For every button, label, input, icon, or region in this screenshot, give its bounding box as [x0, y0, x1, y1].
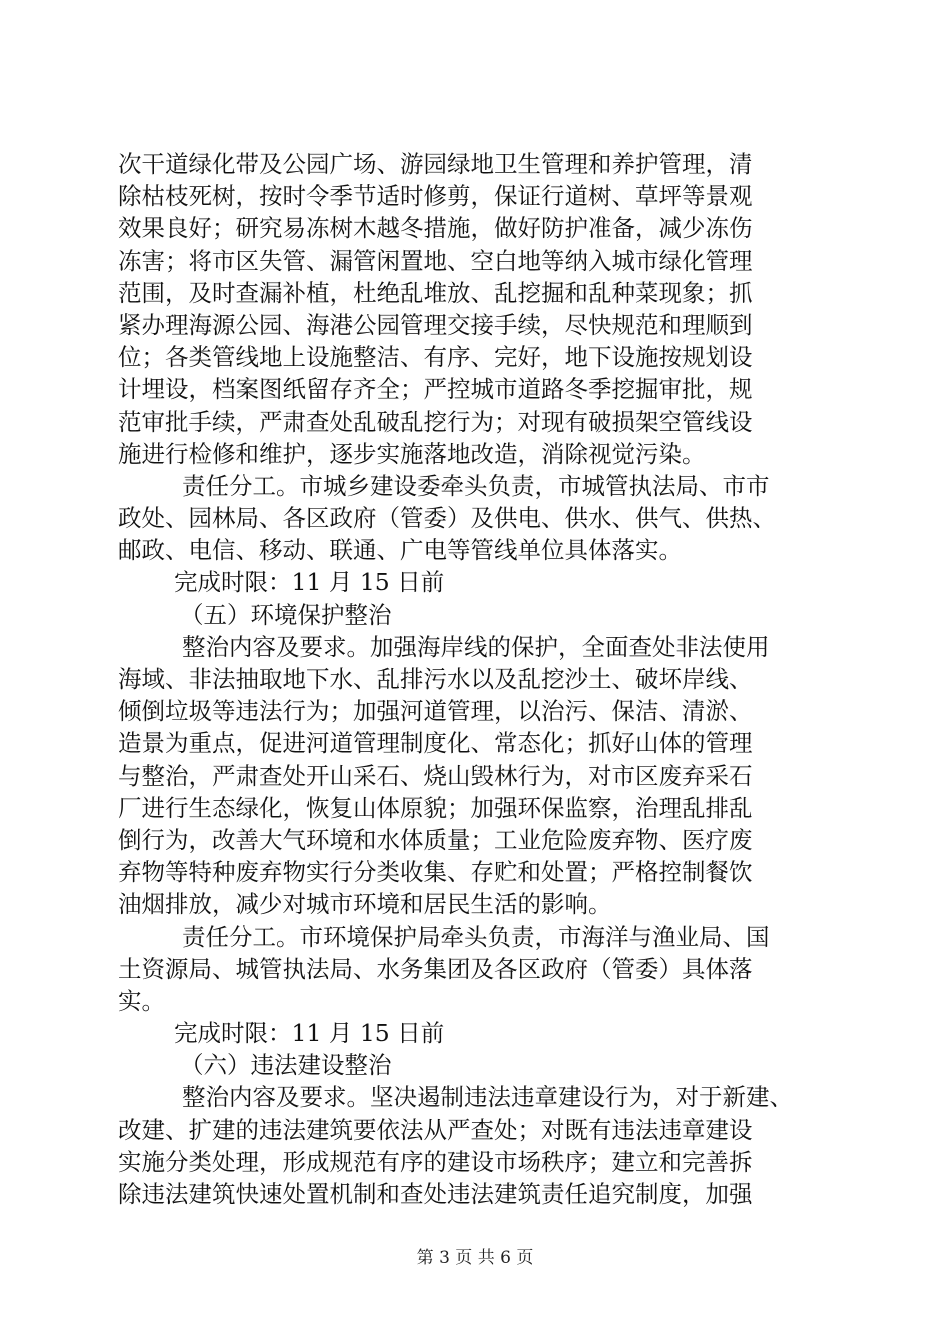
body-line: 海域、非法抽取地下水、乱排污水以及乱挖沙土、破坏岸线、: [118, 665, 753, 693]
body-line: 实。: [118, 986, 165, 1015]
body-line: 紧办理海源公园、海港公园管理交接手续，尽快规范和理顺到: [118, 310, 753, 339]
body-line: 施进行检修和维护，逐步实施落地改造，消除视觉污染。: [118, 439, 706, 468]
body-line: 弃物等特种废弃物实行分类收集、存贮和处置；严格控制餐饮: [118, 858, 753, 887]
body-line: 范围，及时查漏补植，杜绝乱堆放、乱挖掘和乱种菜现象；抓: [118, 278, 753, 307]
page-number-label: 第 3 页 共 6 页: [416, 1248, 534, 1268]
body-line: 冻害；将市区失管、漏管闲置地、空白地等纳入城市绿化管理: [118, 246, 753, 275]
body-line: 与整治，严肃查处开山采石、烧山毁林行为，对市区废弃采石: [118, 761, 753, 790]
body-line: 除枯枝死树，按时令季节适时修剪，保证行道树、草坪等景观: [118, 182, 753, 211]
body-line: 造景为重点，促进河道管理制度化、常态化；抓好山体的管理: [118, 729, 753, 758]
body-line: 政处、园林局、各区政府（管委）及供电、供水、供气、供热、: [118, 504, 776, 533]
body-line: 油烟排放，减少对城市环境和居民生活的影响。: [118, 890, 612, 919]
page-footer: [0, 1243, 950, 1268]
body-line: 效果良好；研究易冻树木越冬措施，做好防护准备，减少冻伤: [118, 214, 753, 243]
body-line: 范审批手续，严肃查处乱破乱挖行为；对现有破损架空管线设: [118, 407, 753, 436]
document-body: [118, 148, 858, 1210]
section-heading: （六）违法建设整治: [180, 1051, 392, 1080]
body-line: 土资源局、城管执法局、水务集团及各区政府（管委）具体落: [118, 954, 753, 983]
body-line: 厂进行生态绿化，恢复山体原貌；加强环保监察，治理乱排乱: [118, 793, 753, 822]
body-line: 倾倒垃圾等违法行为；加强河道管理，以治污、保洁、清淤、: [118, 697, 753, 726]
body-line: 位；各类管线地上设施整洁、有序、完好，地下设施按规划设: [118, 343, 753, 372]
body-line: 倒行为，改善大气环境和水体质量；工业危险废弃物、医疗废: [118, 825, 753, 854]
body-line: 实施分类处理，形成规范有序的建设市场秩序；建立和完善拆: [118, 1147, 753, 1176]
body-line: 改建、扩建的违法建筑要依法从严查处；对既有违法违章建设: [118, 1115, 753, 1144]
body-line: 次干道绿化带及公园广场、游园绿地卫生管理和养护管理，清: [118, 150, 753, 178]
paragraph-first-line: 整治内容及要求。坚决遏制违法违章建设行为，对于新建、: [182, 1083, 793, 1112]
paragraph-first-line: 责任分工。市城乡建设委牵头负责，市城管执法局、市市: [182, 471, 770, 500]
body-line: 计埋设，档案图纸留存齐全；严控城市道路冬季挖掘审批，规: [118, 375, 753, 404]
paragraph-first-line: 责任分工。市环境保护局牵头负责，市海洋与渔业局、国: [182, 922, 770, 951]
section-heading: （五）环境保护整治: [180, 600, 392, 629]
paragraph-first-line: 整治内容及要求。加强海岸线的保护，全面查处非法使用: [182, 632, 770, 661]
deadline-line: 完成时限：11 月 15 日前: [174, 568, 445, 597]
body-line: 除违法建筑快速处置机制和查处违法建筑责任追究制度，加强: [118, 1180, 753, 1208]
body-line: 邮政、电信、移动、联通、广电等管线单位具体落实。: [118, 536, 682, 565]
deadline-line: 完成时限：11 月 15 日前: [174, 1019, 445, 1048]
